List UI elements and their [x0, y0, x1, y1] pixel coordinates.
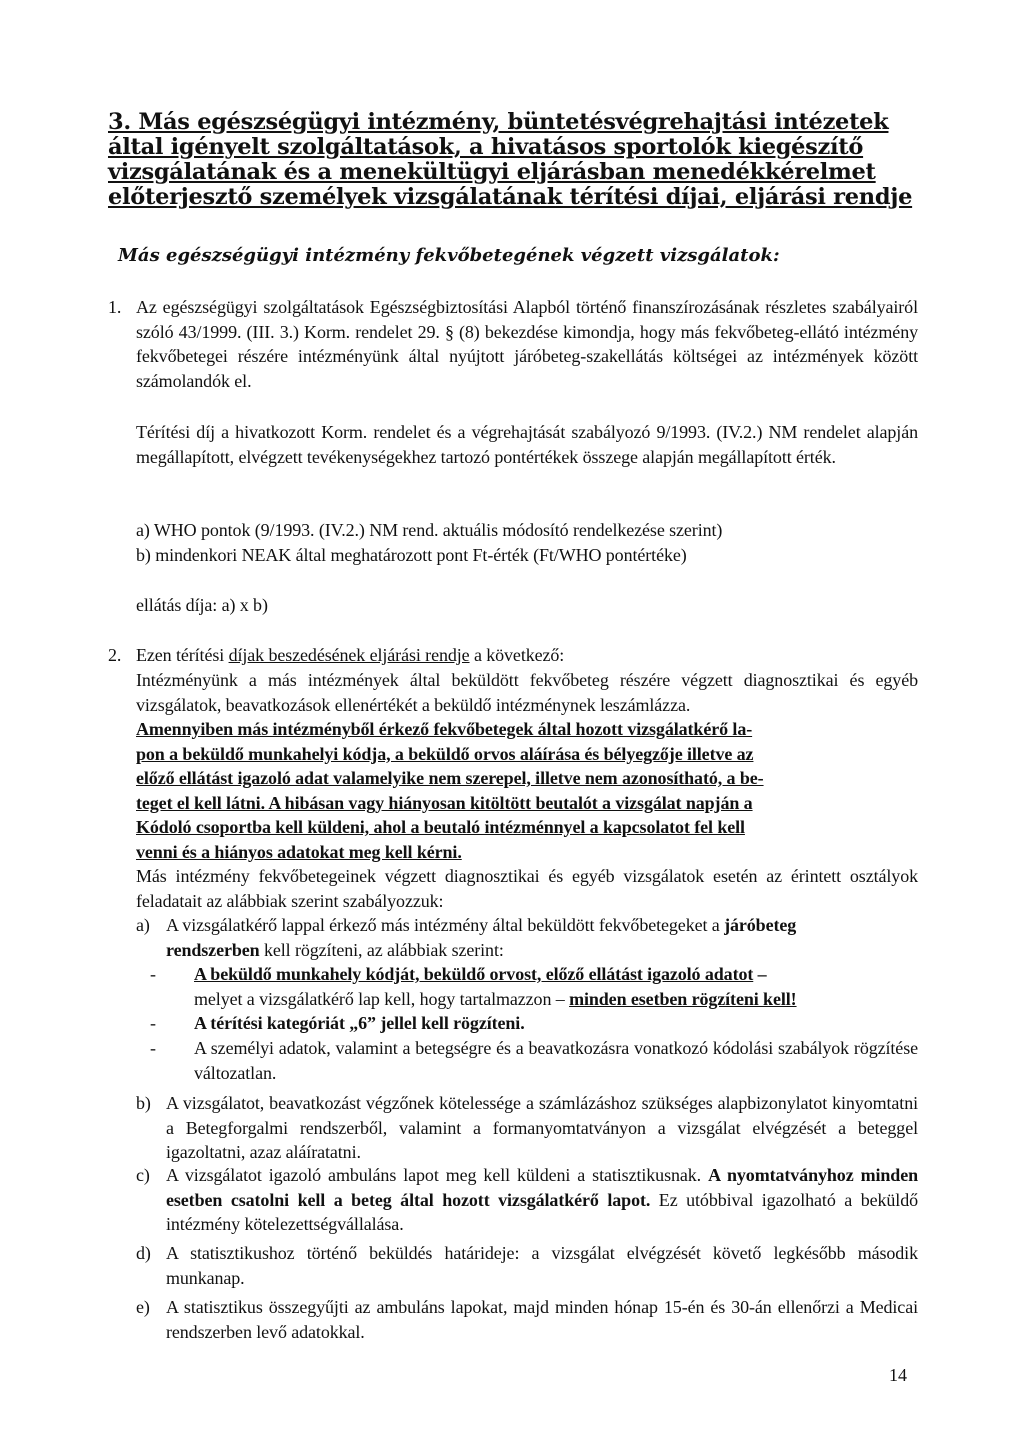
dash-1-marker: -: [150, 964, 156, 984]
dash-1-end: –: [753, 964, 767, 984]
item-2-intro: [136, 643, 564, 668]
bold-notice-line: Amennyiben más intézményből érkező fekvőbetegek által hozott vizsgálatkérő la-: [136, 719, 753, 739]
dash-1-text: [194, 962, 924, 1011]
item-2-intro-end: a következő:: [469, 645, 565, 665]
sub-d-text: A statisztikushoz történő beküldés határideje: a vizsgálat elvégzését követő legkésőbb második munkanap.: [166, 1243, 918, 1288]
item-1-formula: ellátás díja: a) x b): [136, 595, 268, 615]
item-2-number: 2.: [108, 645, 122, 665]
sub-a-line1-bold: járóbeteg: [724, 915, 797, 935]
sub-c-label: c): [136, 1165, 150, 1185]
dash-1-bold: A beküldő munkahely kódját, beküldő orvost, előző ellátást igazoló adatot: [194, 964, 754, 984]
dash-1-line2-bold: minden esetben rögzíteni kell!: [569, 988, 797, 1009]
item-2-intro-start: Ezen térítési: [136, 645, 229, 665]
bold-notice-line: előző ellátást igazoló adat valamelyike nem szerepel, illetve nem azonosítható, a be-: [136, 768, 764, 788]
page-number: 14: [889, 1365, 907, 1385]
item-1-text: Az egészségügyi szolgáltatások Egészségbiztosítási Alapból történő finanszírozásának részletes szabályairól szóló 43/1999. (III. 3.) Korm. rendelet 29. § (8) bekezdése kimondja, hogy más fekvőbeteg-ellátó intézmény fekvőbetegei részére intézményünk által nyújtott járóbeteg-szakellátás költségei az intézmények között számolandók el.: [136, 297, 918, 391]
section-heading: 3. Más egészségügyi intézmény, büntetésvégrehajtási intézetek által igényelt szolgáltatások, a hivatásos sportolók kiegészítő vizsgálatának és a menekültügyi eljárásban menedékkérelmet előterjesztő személyek vizsgálatának térítési díjai, eljárási rendje: [108, 109, 913, 210]
sub-c-post: Ez utóbbival igazolható a beküldő intézmény kötelezettségvállalása.: [166, 1189, 918, 1234]
sub-a-line2: kell rögzíteni, az alábbiak szerint:: [259, 939, 504, 960]
sub-e-label: e): [136, 1297, 150, 1317]
item-2-bold-notice: [136, 717, 918, 864]
sub-c-text: [166, 1163, 918, 1237]
item-2-intro-underlined: díjak beszedésének eljárási rendje: [228, 645, 470, 665]
dash-1-line2: melyet a vizsgálatkérő lap kell, hogy tartalmazzon –: [194, 988, 570, 1009]
sub-c-bold: A nyomtatványhoz minden esetben csatolni kell a beteg által hozott vizsgálatkérő lapot.: [166, 1165, 919, 1210]
dash-3-marker: -: [150, 1038, 156, 1058]
item-1-b: b) mindenkori NEAK által meghatározott pont Ft-érték (Ft/WHO pontértéke): [136, 545, 687, 565]
dash-2-marker: -: [150, 1013, 156, 1033]
bold-notice-line: teget el kell látni. A hibásan vagy hiányosan kitöltött beutalót a vizsgálat napján a: [136, 792, 753, 813]
sub-b-label: b): [136, 1093, 151, 1113]
sub-d-label: d): [136, 1243, 151, 1263]
bold-notice-line: Kódoló csoportba kell küldeni, ahol a beutaló intézménnyel a kapcsolatot fel kell: [136, 817, 745, 837]
sub-a-label: a): [136, 915, 150, 935]
dash-3-text: A személyi adatok, valamint a betegségre és a beavatkozásra vonatkozó kódolási szabályok rögzítése változatlan.: [194, 1038, 918, 1083]
item-2-para-2: Más intézmény fekvőbetegeinek végzett diagnosztikai és egyéb vizsgálatok esetén az érintett osztályok feladatait az alábbiak szerint szabályozzuk:: [136, 866, 918, 911]
sub-a-line2-bold: rendszerben: [166, 939, 260, 960]
bold-notice-line: venni és a hiányos adatokat meg kell kérni.: [136, 841, 462, 862]
item-1-fee-text: Térítési díj a hivatkozott Korm. rendelet és a végrehajtását szabályozó 9/1993. (IV.2.) NM rendelet alapján megállapított, elvégzett tevékenységekhez tartozó pontértékek összege alapján megállapított érték.: [136, 422, 918, 467]
sub-b-text: A vizsgálatot, beavatkozást végzőnek kötelessége a számlázáshoz szükséges alapbizonylatot kinyomtatni a Betegforgalmi rendszerből, valamint a formanyomtatványon a vizsgálat elvégzését a beteggel igazoltatni, azaz aláíratatni.: [166, 1093, 918, 1162]
item-1-a: a) WHO pontok (9/1993. (IV.2.) NM rend. aktuális módosító rendelkezése szerint): [136, 520, 723, 540]
sub-e-text: A statisztikus összegyűjti az ambuláns lapokat, majd minden hónap 15-én és 30-án ellenőrzi a Medicai rendszerben levő adatokkal.: [166, 1297, 918, 1342]
item-2-para-1: Intézményünk a más intézmények által beküldött fekvőbeteg részére végzett diagnosztikai és egyéb vizsgálatok, beavatkozások ellenértékét a beküldő intézménynek leszámlázza.: [136, 670, 918, 715]
item-1-number: 1.: [108, 297, 122, 317]
dash-2-text: A térítési kategóriát „6” jellel kell rögzíteni.: [194, 1013, 525, 1033]
sub-a-text: [166, 913, 918, 962]
sub-a-line1: A vizsgálatkérő lappal érkező más intézmény által beküldött fekvőbetegeket a: [166, 915, 725, 935]
sub-c-pre: A vizsgálatot igazoló ambuláns lapot meg kell küldeni a statisztikusnak.: [166, 1165, 709, 1185]
bold-notice-line: pon a beküldő munkahelyi kódja, a beküldő orvos aláírása és bélyegzője illetve az: [136, 743, 754, 764]
subheading: Más egészségügyi intézmény fekvőbetegének végzett vizsgálatok:: [118, 245, 780, 266]
